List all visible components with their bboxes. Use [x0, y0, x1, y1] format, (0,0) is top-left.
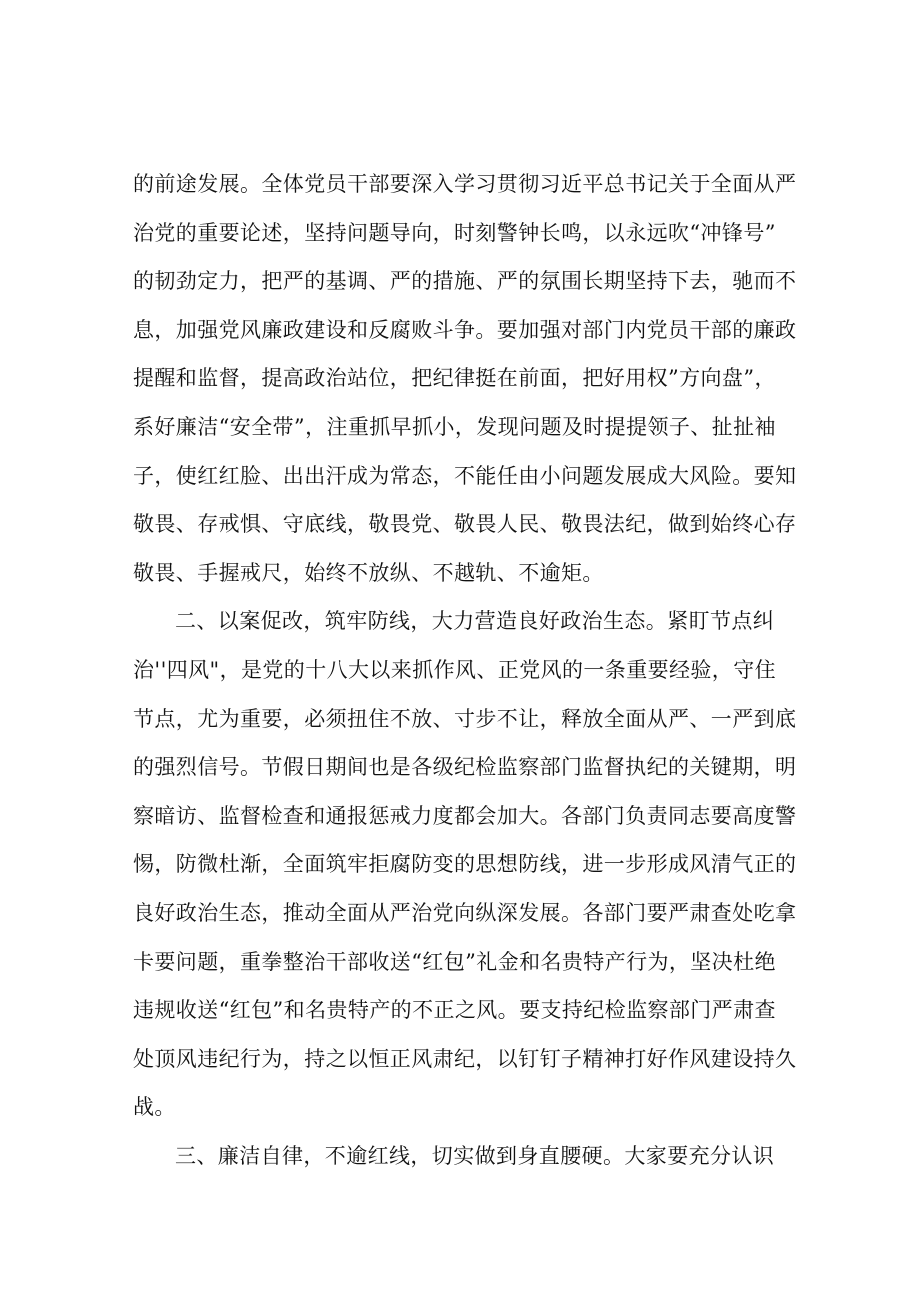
- text-line: 惕，防微杜渐，全面筑牢拒腐防变的思想防线，进一步形成风清气正的: [133, 852, 797, 877]
- text-line: 违规收送“红包”和名贵特产的不正之风。要支持纪检监察部门严肃查: [133, 998, 776, 1023]
- text-line: 战。: [133, 1095, 176, 1120]
- text-line: 子，使红红脸、出出汗成为常态，不能任由小问题发展成大风险。要知: [133, 463, 797, 488]
- text-line: 良好政治生态，推动全面从严治党向纵深发展。各部门要严肃查处吃拿: [133, 900, 797, 925]
- text-line: 节点，尤为重要，必须扭住不放、寸步不让，释放全面从严、一严到底: [133, 706, 797, 731]
- paragraph-3: [133, 1132, 793, 1181]
- text-line: 二、以案促改，筑牢防线，大力营造良好政治生态。紧盯节点纠: [175, 609, 775, 634]
- text-line: 的强烈信号。节假日期间也是各级纪检监察部门监督执纪的关键期，明: [133, 755, 797, 780]
- text-line: 卡要问题，重拳整治干部收送“红包”礼金和名贵特产行为，坚决杜绝: [133, 949, 776, 974]
- text-line: 三、廉洁自律，不逾红线，切实做到身直腰硬。大家要充分认识: [175, 1143, 775, 1168]
- text-line: 敬畏、存戒惧、守底线，敬畏党、敬畏人民、敬畏法纪，做到始终心存: [133, 512, 797, 537]
- text-line: 察暗访、监督检查和通报惩戒力度都会加大。各部门负责同志要高度警: [133, 803, 797, 828]
- text-line: 系好廉洁“安全带”，注重抓早抓小，发现问题及时提提领子、扯扯袖: [133, 414, 776, 439]
- text-line: 的韧劲定力，把严的基调、严的措施、严的氛围长期坚持下去，驰而不: [133, 269, 797, 294]
- text-line: 治党的重要论述，坚持问题导向，时刻警钟长鸣，以永远吹“冲锋号”: [133, 220, 776, 245]
- text-line: 治''四风"，是党的十八大以来抓作风、正党风的一条重要经验，守住: [133, 657, 777, 682]
- text-line: 提醒和监督，提高政治站位，把纪律挺在前面，把好用权”方向盘”，: [133, 366, 776, 391]
- text-line: 的前途发展。全体党员干部要深入学习贯彻习近平总书记关于全面从严: [133, 172, 797, 196]
- body-text: [133, 160, 797, 1180]
- paragraph-1: [133, 160, 797, 597]
- text-line: 处顶风违纪行为，持之以恒正风肃纪，以钉钉子精神打好作风建设持久: [133, 1046, 797, 1071]
- text-line: 息，加强党风廉政建设和反腐败斗争。要加强对部门内党员干部的廉政: [133, 317, 797, 342]
- text-line: 敬畏、手握戒尺，始终不放纵、不越轨、不逾矩。: [133, 560, 604, 585]
- paragraph-2: [133, 597, 797, 1132]
